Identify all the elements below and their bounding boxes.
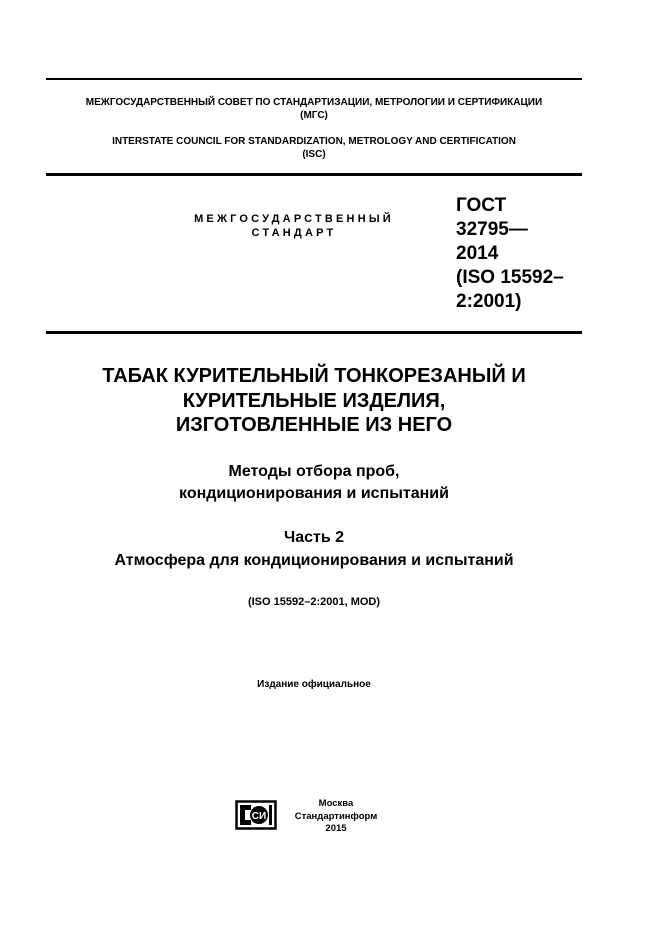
publisher-city: Москва bbox=[318, 798, 354, 809]
gost-designation bbox=[456, 194, 586, 314]
gost-line-1: ГОСТ bbox=[456, 195, 507, 216]
middle-divider bbox=[46, 173, 582, 176]
subtitle-line-1: Методы отбора проб, bbox=[228, 463, 400, 480]
bottom-divider bbox=[46, 331, 582, 334]
gost-line-4: (ISO 15592– bbox=[456, 267, 564, 288]
iso-reference: (ISO 15592–2:2001, MOD) bbox=[247, 596, 381, 608]
gost-line-2: 32795— bbox=[456, 219, 528, 240]
title-line-1: ТАБАК КУРИТЕЛЬНЫЙ ТОНКОРЕЗАНЫЙ И bbox=[102, 365, 526, 387]
publication-year: 2015 bbox=[325, 823, 347, 834]
standard-type-line-2: СТАНДАРТ bbox=[251, 227, 337, 239]
title-line-2: КУРИТЕЛЬНЫЕ ИЗДЕЛИЯ, bbox=[182, 389, 446, 412]
council-abbr-ru: (МГС) bbox=[300, 110, 328, 121]
svg-text:СИ: СИ bbox=[251, 811, 267, 822]
subtitle-line-2: кондиционирования и испытаний bbox=[179, 485, 449, 502]
council-abbr-en: (ISC) bbox=[302, 149, 326, 160]
publisher-info bbox=[280, 798, 392, 836]
standard-type bbox=[172, 212, 416, 240]
part-number: Часть 2 bbox=[283, 529, 345, 546]
title-line-3: ИЗГОТОВЛЕННЫЕ ИЗ НЕГО bbox=[175, 414, 453, 436]
standartinform-logo-icon bbox=[235, 800, 277, 830]
council-name-ru: МЕЖГОСУДАРСТВЕННЫЙ СОВЕТ ПО СТАНДАРТИЗАЦИИ, МЕТРОЛОГИИ И СЕРТИФИКАЦИИ bbox=[85, 97, 543, 108]
document-subtitle bbox=[46, 461, 582, 505]
edition-note: Издание официальное bbox=[257, 679, 371, 690]
gost-line-3: 2014 bbox=[456, 243, 499, 264]
part-title: Атмосфера для кондиционирования и испытаний bbox=[114, 552, 514, 569]
standard-type-line-1: МЕЖГОСУДАРСТВЕННЫЙ bbox=[194, 213, 394, 225]
publisher-name: Стандартинформ bbox=[294, 810, 378, 822]
gost-line-5: 2:2001) bbox=[456, 291, 522, 312]
top-divider bbox=[46, 78, 582, 80]
council-name-en: INTERSTATE COUNCIL FOR STANDARDIZATION, METROLOGY AND CERTIFICATION bbox=[112, 136, 516, 147]
document-title bbox=[46, 364, 582, 438]
